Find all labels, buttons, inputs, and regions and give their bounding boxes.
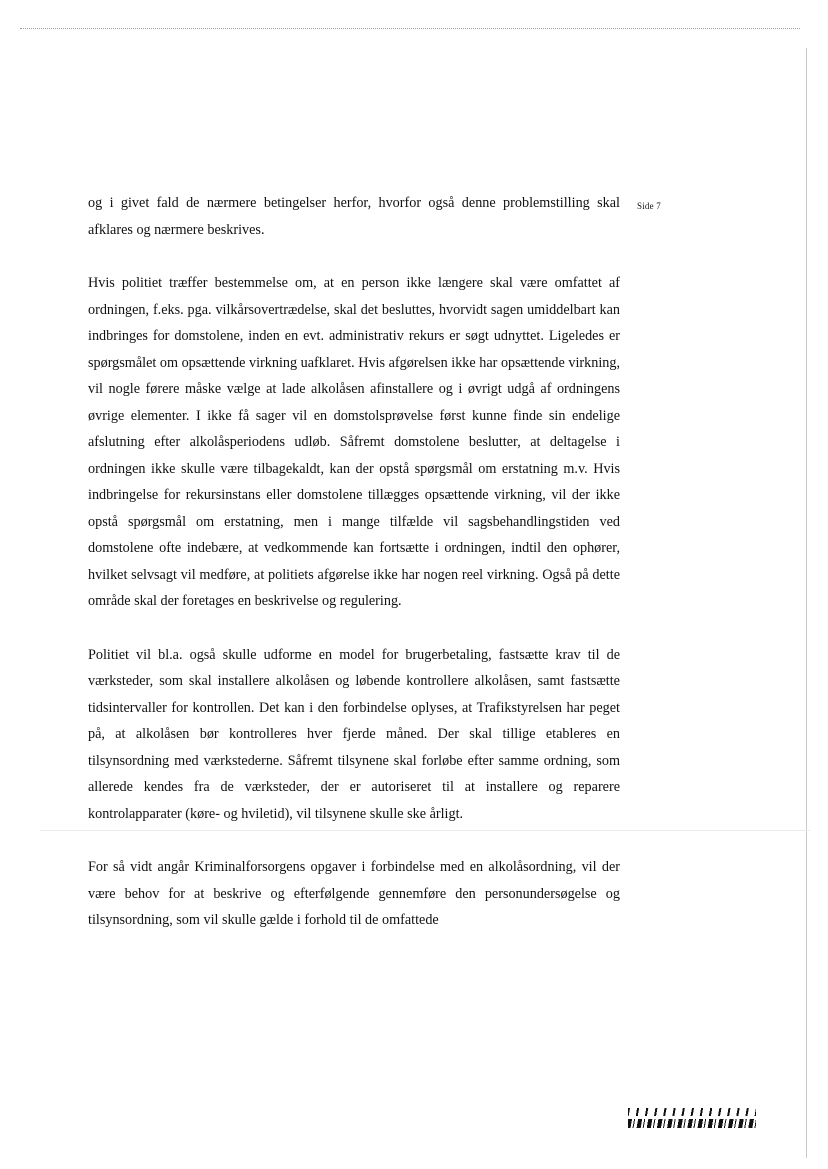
scan-edge-top xyxy=(20,28,800,29)
barcode-icon xyxy=(628,1108,756,1130)
paragraph: For så vidt angår Kriminalforsorgens opgaver i forbindelse med en alkolåsordning, vil der være behov for at beskrive og efterfølgende gennemføre den personundersøgelse og tilsynsordning, som vil skulle gælde i forhold til de omfattede xyxy=(88,859,620,928)
paragraph: Hvis politiet træffer bestemmelse om, at en person ikke længere skal være omfattet af ordningen, f.eks. pga. vilkårsovertrædelse, skal det besluttes, hvorvidt sagen umiddelbart kan indbringes for domstolene, inden en evt. administrativ rekurs er søgt udnyttet. Ligeledes er spørgsmålet om opsættende virkning uafklaret. Hvis afgørelsen ikke har opsættende virkning, vil nogle førere måske vælge at lade alkolåsen afinstallere og i øvrigt udgå af ordningens øvrige elementer. I ikke få sager vil en domstolsprøvelse først kunne finde sin endelige afslutning efter alkolåsperiodens udløb. Såfremt domstolene beslutter, at deltagelse i ordningen ikke skulle være tilbagekaldt, kan der opstå spørgsmål om erstatning m.v. Hvis indbringelse for rekursinstans eller domstolene tillægges opsættende virkning, vil der ikke opstå spørgsmål om erstatning, men i mange tilfælde vil sagsbehandlingstiden ved domstolene ofte indebære, at vedkommende kan fortsætte i ordningen, indtil den ophører, hvilket selvsagt vil medføre, at politiets afgørelse ikke har nogen reel virkning. Også på dette område skal der foretages en beskrivelse og regulering. xyxy=(88,275,620,609)
paragraph: Politiet vil bl.a. også skulle udforme en model for brugerbetaling, fastsætte krav til de værksteder, som skal installere alkolåsen og løbende kontrollere alkolåsen, samt fastsætte tidsintervaller for kontrollen. Det kan i den forbindelse oplyses, at Trafikstyrelsen har peget på, at alkolåsen bør kontrolleres hver fjerde måned. Der skal tillige etableres en tilsynsordning med værkstederne. Såfremt tilsynene skal forløbe efter samme ordning, som allerede kendes fra de værksteder, der er autoriseret til at installere og reparere kontrolapparater (køre- og hviletid), vil tilsynene skulle ske årligt. xyxy=(88,646,620,822)
scan-edge-right xyxy=(806,48,807,1158)
page-number: Side 7 xyxy=(637,201,661,211)
body-text xyxy=(88,190,620,961)
paragraph: og i givet fald de nærmere betingelser herfor, hvorfor også denne problemstilling skal afklares og nærmere beskrives. xyxy=(88,195,620,238)
